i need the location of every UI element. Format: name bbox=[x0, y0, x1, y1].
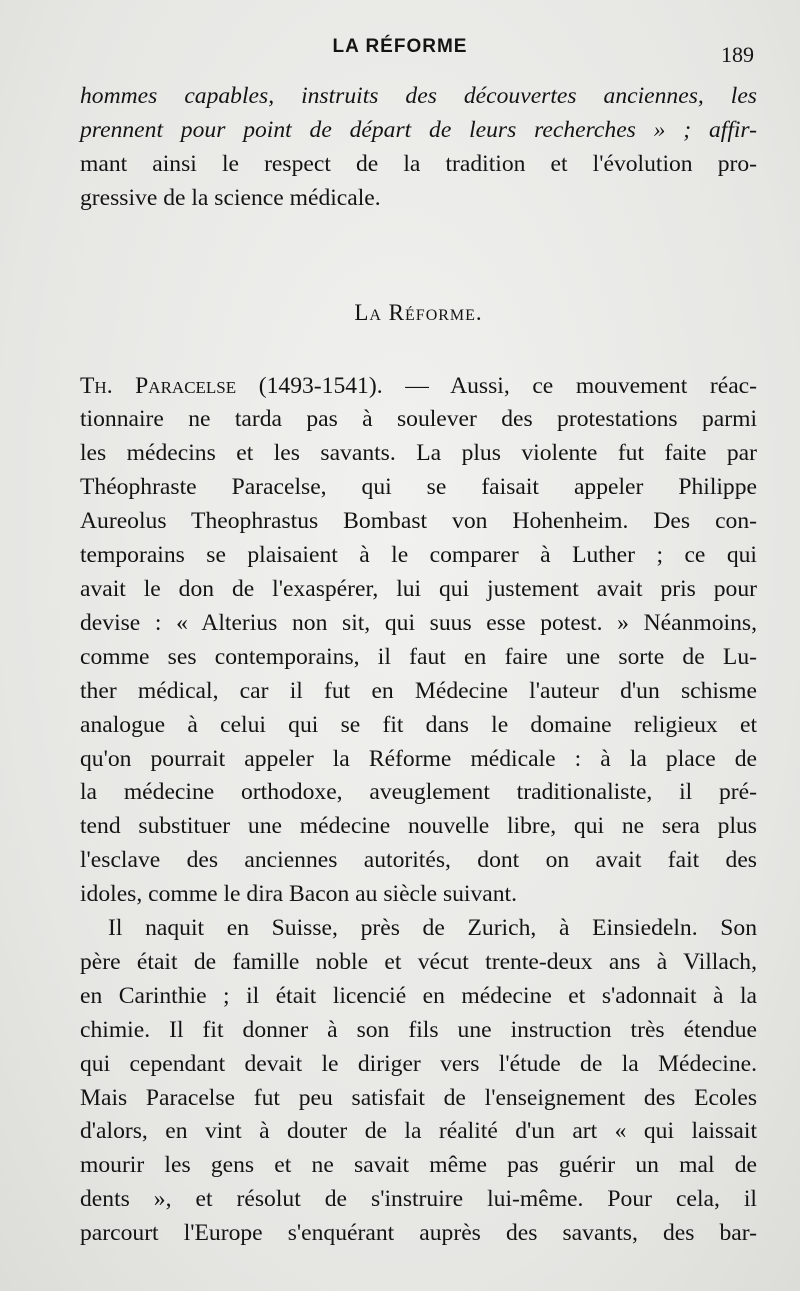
text-line: comme ses contemporains, il faut en faire une sorte de Lu- bbox=[80, 643, 757, 670]
text-line: Théophraste Paracelse, qui se faisait appeler Philippe bbox=[80, 474, 757, 501]
text-line: qui cependant devait le diriger vers l'étude de la Médecine. bbox=[80, 1050, 757, 1077]
text-line: mourir les gens et ne savait même pas guérir un mal de bbox=[80, 1152, 757, 1179]
text-line: Mais Paracelse fut peu satisfait de l'enseignement des Ecoles bbox=[80, 1084, 757, 1111]
text-line: d'alors, en vint à douter de la réalité d'un art « qui laissait bbox=[80, 1118, 757, 1145]
text-line: prennent pour point de départ de leurs recherches » ; affir- bbox=[80, 116, 757, 143]
text-line: l'esclave des anciennes autorités, dont on avait fait des bbox=[80, 847, 757, 874]
text-line: qu'on pourrait appeler la Réforme médicale : à la place de bbox=[80, 745, 757, 772]
text-line: avait le don de l'exaspérer, lui qui justement avait pris pour bbox=[80, 575, 757, 602]
text-line: Il naquit en Suisse, près de Zurich, à Einsiedeln. Son bbox=[108, 915, 757, 942]
running-title: LA RÉFORME bbox=[332, 36, 468, 57]
person-name: Th. Paracelse bbox=[80, 372, 237, 399]
text-line: tend substituer une médecine nouvelle libre, qui ne sera plus bbox=[80, 813, 757, 840]
text-line: en Carinthie ; il était licencié en médecine et s'adonnait à la bbox=[80, 982, 757, 1009]
page-number: 189 bbox=[721, 42, 754, 67]
text-line: idoles, comme le dira Bacon au siècle suivant. bbox=[80, 881, 518, 908]
text-line: tionnaire ne tarda pas à soulever des protestations parmi bbox=[80, 406, 757, 433]
intro-paragraph bbox=[80, 80, 757, 216]
running-head bbox=[0, 36, 800, 68]
body-text bbox=[80, 80, 757, 1251]
text-line bbox=[80, 370, 757, 404]
text-line: parcourt l'Europe s'enquérant auprès des savants, des bar- bbox=[80, 1220, 757, 1247]
paragraph-paracelse bbox=[80, 370, 757, 913]
lead-text: (1493-1541). — Aussi, ce mouvement réac- bbox=[236, 372, 757, 399]
section-heading: La Réforme. bbox=[354, 299, 483, 325]
paragraph-birth bbox=[80, 912, 757, 1251]
text-line: ther médical, car il fut en Médecine l'auteur d'un schisme bbox=[80, 677, 757, 704]
text-line: mant ainsi le respect de la tradition et l'évolution pro- bbox=[80, 150, 757, 177]
text-line: chimie. Il fit donner à son fils une instruction très étendue bbox=[80, 1016, 757, 1043]
text-line: Aureolus Theophrastus Bombast von Hohenheim. Des con- bbox=[80, 508, 757, 535]
text-line: temporains se plaisaient à le comparer à Luther ; ce qui bbox=[80, 542, 757, 569]
text-line: les médecins et les savants. La plus violente fut faite par bbox=[80, 440, 757, 467]
text-line: devise : « Alterius non sit, qui suus esse potest. » Néanmoins, bbox=[80, 609, 757, 636]
text-line: analogue à celui qui se fit dans le domaine religieux et bbox=[80, 711, 757, 738]
text-line: hommes capables, instruits des découvertes anciennes, les bbox=[80, 83, 757, 109]
text-line: père était de famille noble et vécut trente-deux ans à Villach, bbox=[80, 948, 757, 975]
text-line: dents », et résolut de s'instruire lui-même. Pour cela, il bbox=[80, 1186, 757, 1213]
text-line: gressive de la science médicale. bbox=[80, 184, 381, 211]
text-line: la médecine orthodoxe, aveuglement traditionaliste, il pré- bbox=[80, 779, 757, 806]
